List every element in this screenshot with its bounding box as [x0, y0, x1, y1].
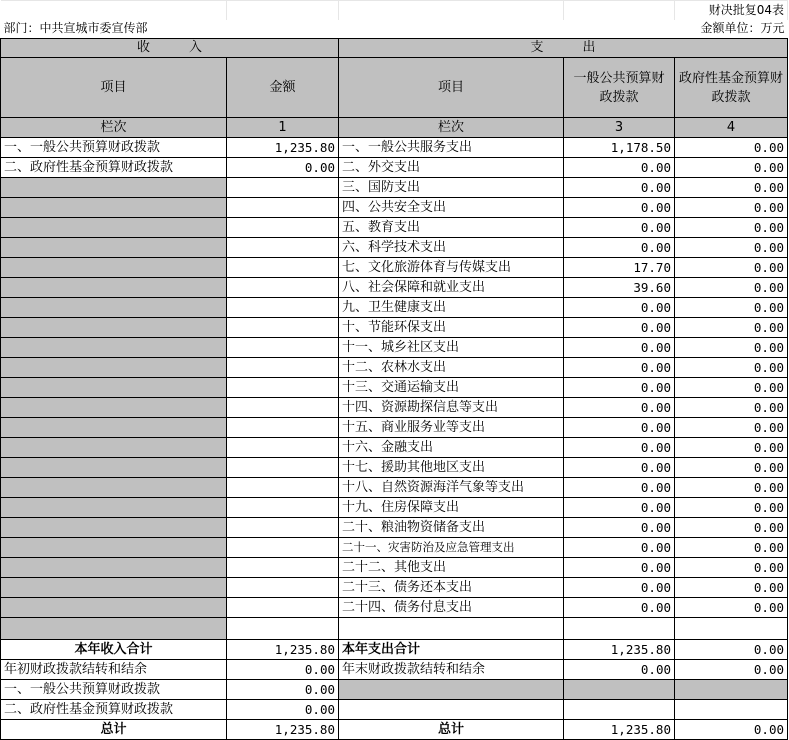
- table-row: [1, 458, 788, 478]
- fund-budget-cell: 0.00: [675, 258, 788, 278]
- expense-item-cell: 十七、援助其他地区支出: [339, 458, 564, 478]
- fund-budget-cell: 0.00: [675, 598, 788, 618]
- general-budget-cell: 0.00: [564, 478, 675, 498]
- income-item-cell: [1, 578, 227, 598]
- expense-item-cell: 八、社会保障和就业支出: [339, 278, 564, 298]
- general-budget-cell: 0.00: [564, 238, 675, 258]
- general-budget-cell: 0.00: [564, 498, 675, 518]
- summary-row: [1, 640, 788, 660]
- income-item-cell: [1, 398, 227, 418]
- table-row: [1, 158, 788, 178]
- income-item-cell: [1, 418, 227, 438]
- fund-budget-cell: 0.00: [675, 338, 788, 358]
- income-amount-cell: [227, 598, 339, 618]
- income-amount-cell: [227, 198, 339, 218]
- fund-budget-cell: 0.00: [675, 438, 788, 458]
- fund-budget-cell: 0.00: [675, 278, 788, 298]
- colno-label-income: 栏次: [1, 118, 227, 138]
- fund-budget-cell: 0.00: [675, 578, 788, 598]
- income-item-header: 项目: [1, 58, 227, 118]
- table-row: [1, 298, 788, 318]
- general-budget-cell: 0.00: [564, 578, 675, 598]
- grand-total-fund: 0.00: [675, 720, 788, 740]
- expense-total-fund: 0.00: [675, 640, 788, 660]
- end-carryover-fund: 0.00: [675, 660, 788, 680]
- colno-4: 4: [675, 118, 788, 138]
- general-budget-cell: [564, 618, 675, 640]
- general-budget-cell: 0.00: [564, 558, 675, 578]
- general-budget-cell: 0.00: [564, 418, 675, 438]
- begin-carryover-label: 年初财政拨款结转和结余: [1, 660, 227, 680]
- carryover-general-label: 一、一般公共预算财政拨款: [1, 680, 227, 700]
- expense-item-cell: [339, 618, 564, 640]
- income-amount-header: 金额: [227, 58, 339, 118]
- fund-budget-cell: 0.00: [675, 158, 788, 178]
- income-item-cell: [1, 478, 227, 498]
- income-amount-cell: [227, 478, 339, 498]
- table-row: [1, 558, 788, 578]
- expense-item-cell: 十四、资源勘探信息等支出: [339, 398, 564, 418]
- income-item-cell: [1, 278, 227, 298]
- fund-budget-cell: 0.00: [675, 238, 788, 258]
- income-amount-cell: [227, 238, 339, 258]
- begin-carryover-amount: 0.00: [227, 660, 339, 680]
- carryover-general-amount: 0.00: [227, 680, 339, 700]
- fund-budget-cell: 0.00: [675, 418, 788, 438]
- general-budget-cell: 0.00: [564, 198, 675, 218]
- expense-item-cell: 十、节能环保支出: [339, 318, 564, 338]
- income-item-cell: [1, 238, 227, 258]
- general-budget-cell: 0.00: [564, 338, 675, 358]
- form-number-row: [1, 1, 788, 20]
- income-item-cell: [1, 338, 227, 358]
- income-amount-cell: [227, 418, 339, 438]
- table-row: [1, 258, 788, 278]
- general-budget-cell: 0.00: [564, 218, 675, 238]
- expense-item-cell: 十三、交通运输支出: [339, 378, 564, 398]
- fund-budget-cell: 0.00: [675, 298, 788, 318]
- expense-item-cell: 二十四、债务付息支出: [339, 598, 564, 618]
- income-amount-cell: [227, 618, 339, 640]
- expense-item-cell: 二十二、其他支出: [339, 558, 564, 578]
- fund-budget-cell: 0.00: [675, 558, 788, 578]
- general-budget-cell: 0.00: [564, 318, 675, 338]
- income-item-cell: [1, 518, 227, 538]
- colno-1: 1: [227, 118, 339, 138]
- expense-item-cell: 二十、粮油物资储备支出: [339, 518, 564, 538]
- general-budget-cell: 1,178.50: [564, 138, 675, 158]
- blank-cell: [339, 700, 564, 720]
- expense-item-cell: 十九、住房保障支出: [339, 498, 564, 518]
- expense-item-cell: 十一、城乡社区支出: [339, 338, 564, 358]
- expense-total-label: 本年支出合计: [339, 640, 564, 660]
- income-amount-cell: [227, 578, 339, 598]
- general-budget-header: 一般公共预算财政拨款: [564, 58, 675, 118]
- income-amount-cell: [227, 378, 339, 398]
- general-budget-cell: 17.70: [564, 258, 675, 278]
- general-budget-cell: 0.00: [564, 378, 675, 398]
- table-row: [1, 378, 788, 398]
- table-row: [1, 438, 788, 458]
- grand-total-income-amount: 1,235.80: [227, 720, 339, 740]
- carryover-fund-label: 二、政府性基金预算财政拨款: [1, 700, 227, 720]
- column-header-row: [1, 58, 788, 118]
- table-row: [1, 178, 788, 198]
- income-item-cell: [1, 318, 227, 338]
- general-budget-cell: 0.00: [564, 518, 675, 538]
- fund-budget-cell: 0.00: [675, 178, 788, 198]
- fund-budget-cell: 0.00: [675, 198, 788, 218]
- income-total-label: 本年收入合计: [1, 640, 227, 660]
- fund-budget-cell: 0.00: [675, 398, 788, 418]
- general-budget-cell: 0.00: [564, 158, 675, 178]
- income-item-cell: [1, 218, 227, 238]
- fund-budget-cell: 0.00: [675, 498, 788, 518]
- income-item-cell: [1, 178, 227, 198]
- summary-row: [1, 720, 788, 740]
- income-amount-cell: 0.00: [227, 158, 339, 178]
- expense-item-cell: 七、文化旅游体育与传媒支出: [339, 258, 564, 278]
- general-budget-cell: 39.60: [564, 278, 675, 298]
- expense-item-cell: 十八、自然资源海洋气象等支出: [339, 478, 564, 498]
- income-amount-cell: [227, 258, 339, 278]
- expense-item-cell: 二十一、灾害防治及应急管理支出: [339, 538, 564, 558]
- department-label: 部门：中共宣城市委宣传部: [3, 21, 148, 36]
- table-row: [1, 598, 788, 618]
- income-item-cell: [1, 378, 227, 398]
- expense-item-cell: 五、教育支出: [339, 218, 564, 238]
- blank-cell: [675, 680, 788, 700]
- income-amount-cell: [227, 558, 339, 578]
- table-row: [1, 578, 788, 598]
- expense-item-header: 项目: [339, 58, 564, 118]
- general-budget-cell: 0.00: [564, 178, 675, 198]
- blank-cell: [339, 680, 564, 700]
- table-row: [1, 418, 788, 438]
- table-row: [1, 518, 788, 538]
- unit-label: 金额单位：万元: [700, 21, 785, 36]
- fund-budget-cell: 0.00: [675, 358, 788, 378]
- blank-cell: [675, 700, 788, 720]
- expense-total-general: 1,235.80: [564, 640, 675, 660]
- income-item-cell: [1, 298, 227, 318]
- expense-section-header: 支 出: [339, 39, 788, 58]
- table-row: [1, 538, 788, 558]
- fund-budget-cell: 0.00: [675, 478, 788, 498]
- income-amount-cell: [227, 398, 339, 418]
- column-number-row: [1, 118, 788, 138]
- grand-total-expense-label: 总计: [339, 720, 564, 740]
- end-carryover-label: 年末财政拨款结转和结余: [339, 660, 564, 680]
- summary-row: [1, 700, 788, 720]
- income-amount-cell: [227, 358, 339, 378]
- dept-row: [1, 20, 788, 39]
- general-budget-cell: 0.00: [564, 458, 675, 478]
- income-total-amount: 1,235.80: [227, 640, 339, 660]
- fund-budget-cell: 0.00: [675, 378, 788, 398]
- grand-total-general: 1,235.80: [564, 720, 675, 740]
- table-body: [1, 1, 788, 740]
- grand-total-income-label: 总计: [1, 720, 227, 740]
- income-amount-cell: [227, 278, 339, 298]
- table-row: [1, 478, 788, 498]
- income-item-cell: 二、政府性基金预算财政拨款: [1, 158, 227, 178]
- table-row: [1, 498, 788, 518]
- income-item-cell: [1, 618, 227, 640]
- income-amount-cell: [227, 298, 339, 318]
- fund-budget-cell: 0.00: [675, 538, 788, 558]
- expense-item-cell: 二十三、债务还本支出: [339, 578, 564, 598]
- income-amount-cell: [227, 338, 339, 358]
- general-budget-cell: 0.00: [564, 538, 675, 558]
- fund-budget-cell: 0.00: [675, 318, 788, 338]
- table-row: [1, 318, 788, 338]
- expense-item-cell: 六、科学技术支出: [339, 238, 564, 258]
- fund-budget-header: 政府性基金预算财政拨款: [675, 58, 788, 118]
- expense-item-cell: 四、公共安全支出: [339, 198, 564, 218]
- income-item-cell: [1, 438, 227, 458]
- summary-row: [1, 680, 788, 700]
- income-item-cell: [1, 458, 227, 478]
- income-item-cell: 一、一般公共预算财政拨款: [1, 138, 227, 158]
- general-budget-cell: 0.00: [564, 358, 675, 378]
- income-section-header: 收 入: [1, 39, 339, 58]
- income-amount-cell: [227, 318, 339, 338]
- income-amount-cell: [227, 458, 339, 478]
- income-item-cell: [1, 538, 227, 558]
- income-item-cell: [1, 558, 227, 578]
- table-row: [1, 138, 788, 158]
- general-budget-cell: 0.00: [564, 298, 675, 318]
- table-row: [1, 338, 788, 358]
- expense-item-cell: 一、一般公共服务支出: [339, 138, 564, 158]
- income-item-cell: [1, 598, 227, 618]
- carryover-fund-amount: 0.00: [227, 700, 339, 720]
- general-budget-cell: 0.00: [564, 438, 675, 458]
- table-row: [1, 278, 788, 298]
- table-row: [1, 398, 788, 418]
- income-amount-cell: [227, 438, 339, 458]
- income-amount-cell: [227, 498, 339, 518]
- expense-item-cell: 九、卫生健康支出: [339, 298, 564, 318]
- income-item-cell: [1, 198, 227, 218]
- table-row: [1, 218, 788, 238]
- table-row: [1, 618, 788, 640]
- expense-item-cell: 十二、农林水支出: [339, 358, 564, 378]
- blank-cell: [564, 680, 675, 700]
- table-row: [1, 198, 788, 218]
- colno-3: 3: [564, 118, 675, 138]
- income-amount-cell: [227, 178, 339, 198]
- fund-budget-cell: 0.00: [675, 218, 788, 238]
- summary-row: [1, 660, 788, 680]
- form-number: 财决批复04表: [675, 1, 788, 20]
- fund-budget-cell: 0.00: [675, 138, 788, 158]
- expense-item-cell: 十六、金融支出: [339, 438, 564, 458]
- income-amount-cell: [227, 538, 339, 558]
- income-item-cell: [1, 258, 227, 278]
- income-amount-cell: [227, 518, 339, 538]
- blank-cell: [564, 700, 675, 720]
- section-row: [1, 39, 788, 58]
- expense-item-cell: 十五、商业服务业等支出: [339, 418, 564, 438]
- end-carryover-general: 0.00: [564, 660, 675, 680]
- colno-label-expense: 栏次: [339, 118, 564, 138]
- expense-item-cell: 二、外交支出: [339, 158, 564, 178]
- general-budget-cell: 0.00: [564, 398, 675, 418]
- expense-item-cell: 三、国防支出: [339, 178, 564, 198]
- general-budget-cell: 0.00: [564, 598, 675, 618]
- income-item-cell: [1, 358, 227, 378]
- income-item-cell: [1, 498, 227, 518]
- income-amount-cell: [227, 218, 339, 238]
- table-row: [1, 238, 788, 258]
- fund-budget-cell: [675, 618, 788, 640]
- fund-budget-cell: 0.00: [675, 458, 788, 478]
- table-row: [1, 358, 788, 378]
- income-amount-cell: 1,235.80: [227, 138, 339, 158]
- fund-budget-cell: 0.00: [675, 518, 788, 538]
